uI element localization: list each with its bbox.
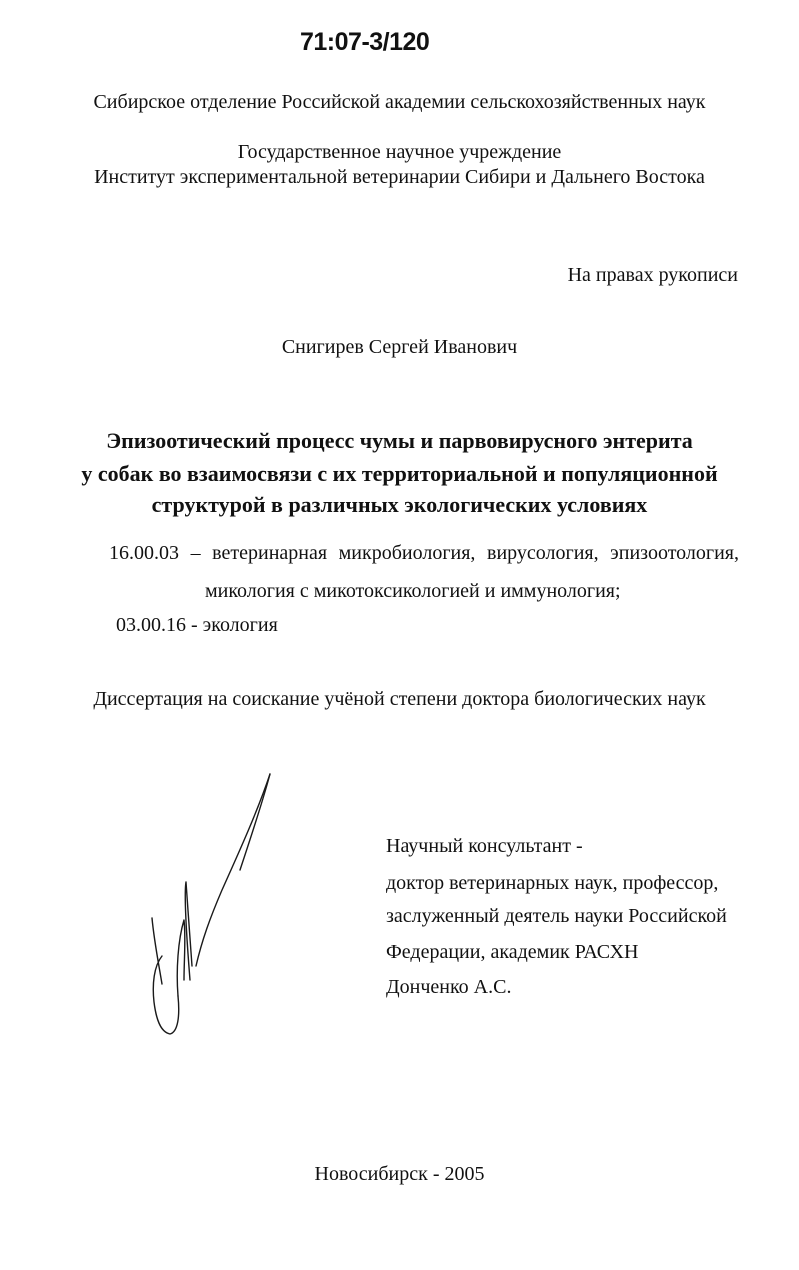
dissertation-title-line-2: у собак во взаимосвязи с их территориальной и популяционной [81, 461, 718, 486]
institution-line-2: Институт экспериментальной ветеринарии Сибири и Дальнего Востока [94, 166, 705, 188]
specialty-line-1: 16.00.03 – ветеринарная микробиология, вирусология, эпизоотология, [109, 542, 739, 564]
consultant-line-3: заслуженный деятель науки Российской [386, 905, 727, 927]
specialty-line-3: 03.00.16 - экология [116, 614, 278, 636]
dissertation-title-line-3: структурой в различных экологических условиях [151, 492, 648, 517]
author-name: Снигирев Сергей Иванович [281, 336, 518, 358]
handwritten-signature [140, 770, 280, 1040]
organization: Сибирское отделение Российской академии сельскохозяйственных наук [93, 91, 706, 113]
manuscript-rights: На правах рукописи [567, 264, 738, 286]
consultant-line-1: Научный консультант - [386, 835, 583, 857]
dissertation-type: Диссертация на соискание учёной степени доктора биологических наук [93, 688, 706, 710]
consultant-line-2: доктор ветеринарных наук, профессор, [386, 872, 719, 894]
institution-line-1: Государственное научное учреждение [237, 141, 562, 163]
specialty-line-2: микология с микотоксикологией и иммунология; [205, 580, 621, 602]
dissertation-title-line-1: Эпизоотический процесс чумы и парвовирусного энтерита [106, 428, 693, 453]
archive-code: 71:07-3/120 [300, 28, 430, 56]
consultant-name: Донченко А.С. [386, 976, 512, 998]
consultant-line-4: Федерации, академик РАСХН [386, 941, 639, 963]
place-and-year: Новосибирск - 2005 [314, 1163, 485, 1185]
